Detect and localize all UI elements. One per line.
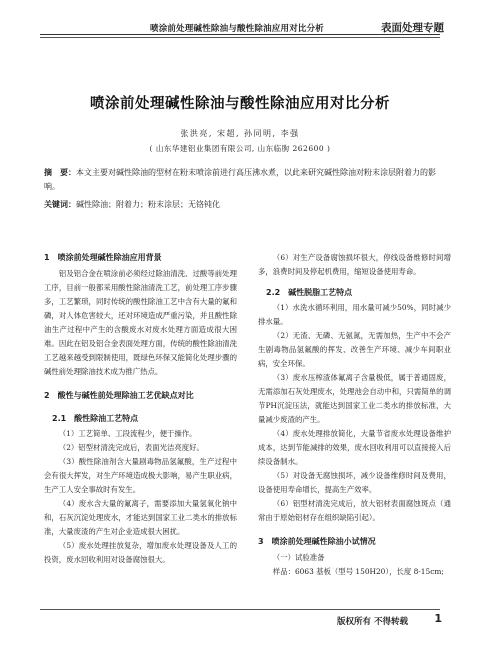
- authors: 张洪亮, 宋超, 孙同明, 李强: [180, 129, 300, 138]
- section-name: 表面处理专题: [381, 22, 444, 34]
- right-column: [258, 251, 451, 579]
- abstract-label: 摘 要：: [44, 168, 76, 177]
- list-item: （3）酸性除油剂含大量剧毒物品氢氟酸，生产过程中会有很大挥发，对生产环境造成极大影响，易产生职业病，生产工人安全事故时有发生。: [44, 457, 237, 494]
- page-number: 1: [434, 612, 442, 625]
- list-item: （4）废水含大量的氟离子，需要添加大量氢氧化钠中和，石灰沉淀处理废水，才能达到国家工业二类水的排放标准，大量废渣的产生对企业造成很大困扰。: [44, 499, 237, 536]
- list-item: （5）对设备无腐蚀损坏，减少设备维修时间及费用，设备使用寿命增长，提高生产效率。: [258, 471, 451, 494]
- running-title: 喷涂前处理碱性除油与酸性除油应用对比分析: [150, 24, 325, 34]
- abstract: [44, 166, 439, 194]
- list-item: （2）铝型材清洗完成后，表面光洁亮度好。: [58, 443, 204, 452]
- footer-rule: [40, 609, 440, 610]
- keywords-text: 碱性除油；附着力；粉末涂层；无铬钝化: [76, 200, 220, 209]
- header-rule: [40, 34, 440, 38]
- list-item: （5）废水处理挂放复杂，增加废水处理设备及人工的投资，废水回收利用对设备腐蚀很大。: [44, 541, 237, 564]
- keywords-label: 关键词：: [44, 200, 76, 209]
- list-item: （4）废水处理排放简化，大量节省废水处理设备维护成本，达到节能减排的效果，废水回收利用可以直接接入后续设备制水。: [258, 429, 451, 466]
- section-2-heading: 2 酸性与碱性前处理除油工艺优缺点对比: [44, 391, 194, 400]
- keywords: [44, 199, 439, 210]
- left-column: [44, 251, 237, 567]
- list-item: （6）铝型材清洗完成后，放大铝材表面腐蚀斑点（通常由于原始铝材存在组织缺陷引起）。: [258, 499, 451, 522]
- section-2-1-heading: 2.1 酸性除油工艺特点: [52, 414, 139, 423]
- section-3-heading: 3 喷涂前处理碱性除油小试情况: [258, 537, 376, 546]
- section-1-heading: 1 喷涂前处理碱性除油应用背景: [44, 253, 162, 262]
- list-item: （1）工艺简单、工段流程少，便于操作。: [58, 429, 197, 438]
- affiliation: ( 山东华建铝业集团有限公司, 山东临朐 262600 ): [149, 144, 331, 153]
- list-item: （6）对生产设备腐蚀损坏很大，停线设备维修时间增多，浪费时间及停起机费用，缩短设备使用寿命。: [258, 253, 451, 276]
- list-item: （1）水洗水循环利用，用水量可减少50%，同时减少排水量。: [258, 303, 451, 326]
- list-item: （3）废水压榨渣体氟离子含量极低，属于普通固废，无需添加石灰处理废水，处理池会自动中和，只需简单的调节PH沉淀压法，就能达到国家工业二类水的排放标准，大量减少废渣的产生。: [258, 373, 451, 424]
- section-3-sample: 样品：6063 基板（型号 150H20），长度 8-15cm;: [272, 567, 444, 576]
- article-title: 喷涂前处理碱性除油与酸性除油应用对比分析: [90, 96, 390, 112]
- abstract-text: 本文主要对碱性除油的型材在粉末喷涂前进行高压沸水煮，以此来研究碱性除油对粉末涂层附着力的影响。: [44, 168, 436, 191]
- section-1-paragraph: 铝及铝合金在喷涂前必须经过除油清洗、过酸等前处理工序，目前一般都采用酸性除油清洗工艺，前处理工序步骤多，工艺繁琐，同时传统的酸性除油工艺中含有大量的氟和磷，对人体危害较大，还对环境造成严重污染，并且酸性除油生产过程中产生的含酸废水对废水处理方面造成很大困难。因此在铝及铝合金表面处理方面，传统的酸性除油清洗工艺越来越受到限制使用，既绿色环保又能简化处理步骤的碱性前处理除油技术成为推广热点。: [44, 269, 237, 376]
- section-3-subheading: （一）试验准备: [272, 553, 325, 562]
- section-2-2-heading: 2.2 碱性脱脂工艺特点: [266, 288, 353, 297]
- copyright-notice: 版权所有 不得转载: [337, 617, 408, 627]
- list-item: （2）无渣、无磷、无氨氮，无需加热，生产中不会产生剧毒物品氢氟酸的挥发、改善生产环境、减少车间职业病，安全环保。: [258, 331, 451, 368]
- page-header: [0, 0, 480, 40]
